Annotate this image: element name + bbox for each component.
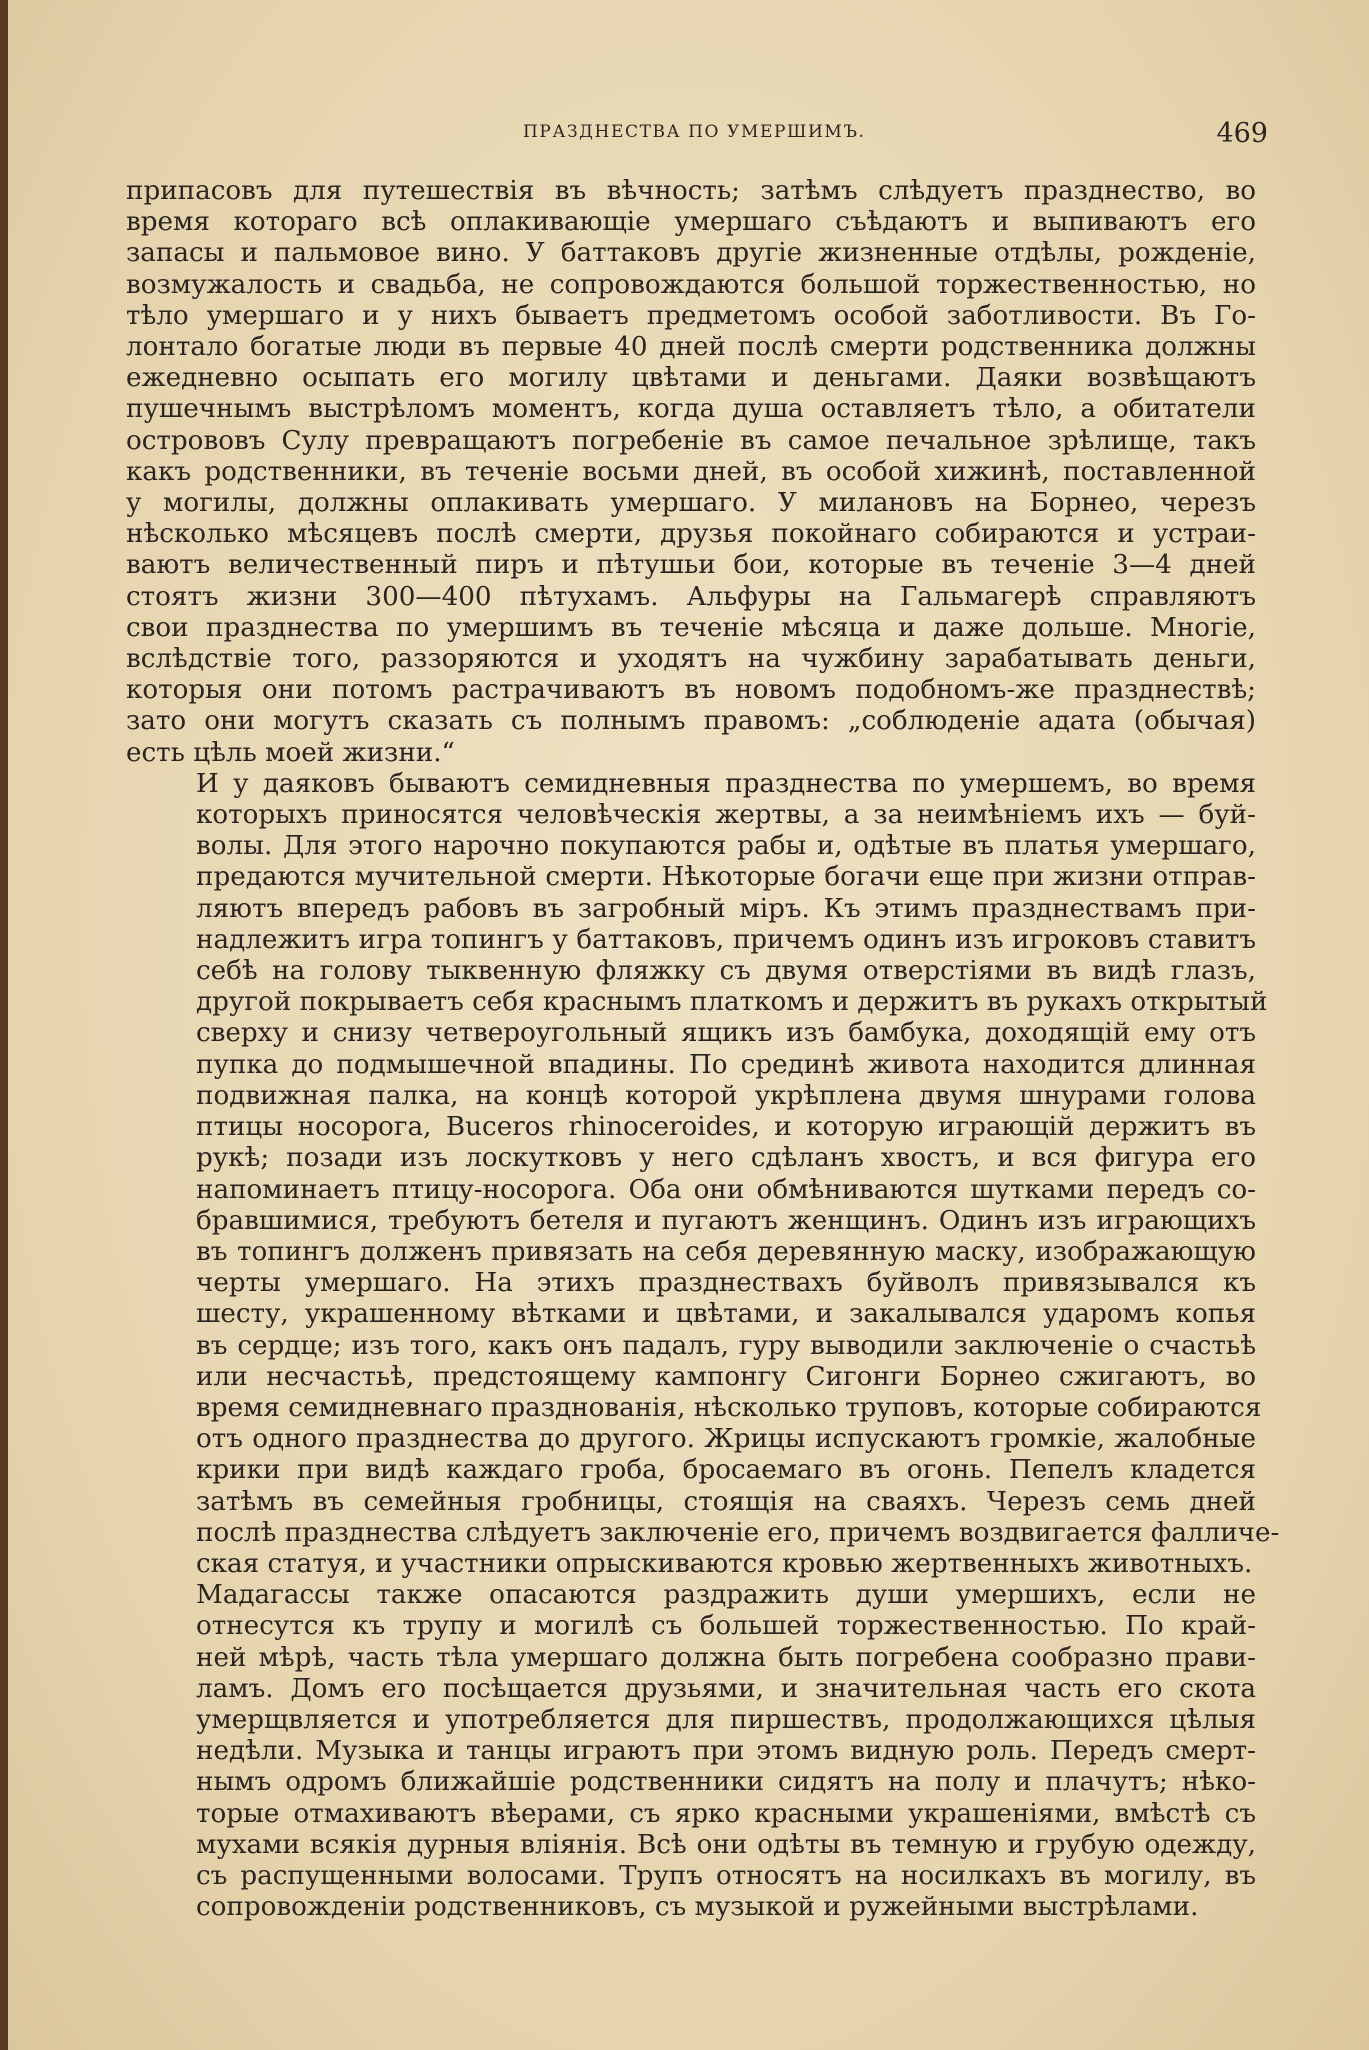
- text-line: послѣ празднества слѣдуетъ заключеніе его, причемъ воздвигается фалличе-: [196, 1517, 1280, 1548]
- body-text: [126, 176, 1280, 1923]
- text-line: которыя они потомъ растрачиваютъ въ новомъ подобномъ-же празднествѣ;: [126, 675, 1256, 706]
- text-line: зато они могутъ сказать съ полнымъ правомъ: „соблюденіе адата (обычая): [126, 706, 1256, 737]
- running-head: ПРАЗДНЕСТВА ПО УМЕРШИМЪ.: [523, 122, 866, 142]
- text-line: сверху и снизу четвероугольный ящикъ изъ бамбука, доходящій ему отъ: [196, 1018, 1256, 1049]
- text-line: черты умершаго. На этихъ празднествахъ буйволъ привязывался къ: [196, 1268, 1256, 1299]
- text-line: крики при видѣ каждаго гроба, бросаемаго въ огонь. Пепелъ кладется: [196, 1455, 1256, 1486]
- text-line: запасы и пальмовое вино. У баттаковъ другіе жизненные отдѣлы, рожденіе,: [126, 238, 1256, 269]
- text-line: другой покрываетъ себя краснымъ платкомъ и держитъ въ рукахъ открытый: [196, 987, 1268, 1018]
- text-line: въ топингъ долженъ привязать на себя деревянную маску, изображающую: [196, 1236, 1256, 1267]
- text-line: недѣли. Музыка и танцы играютъ при этомъ видную роль. Передъ смерт-: [196, 1736, 1256, 1767]
- text-line: или несчастьѣ, предстоящему кампонгу Сигонги Борнео сжигаютъ, во: [196, 1361, 1256, 1392]
- text-line: отнесутся къ трупу и могилѣ съ большей торжественностью. По край-: [196, 1611, 1256, 1642]
- text-line: ская статуя, и участники опрыскиваются кровью жертвенныхъ животныхъ.: [196, 1548, 1253, 1579]
- text-line: себѣ на голову тыквенную фляжку съ двумя отверстіями въ видѣ глазъ,: [196, 956, 1256, 987]
- text-line: которыхъ приносятся человѣческія жертвы, а за неимѣніемъ ихъ — буй-: [196, 800, 1256, 831]
- text-line: бравшимися, требуютъ бетеля и пугаютъ женщинъ. Одинъ изъ играющихъ: [196, 1205, 1256, 1236]
- text-line: время котораго всѣ оплакивающіе умершаго съѣдаютъ и выпиваютъ его: [126, 207, 1256, 238]
- text-line: торые отмахиваютъ вѣерами, съ ярко красными украшеніями, вмѣстѣ съ: [196, 1798, 1256, 1829]
- text-line: напоминаетъ птицу-носорога. Оба они обмѣниваются шутками передъ со-: [196, 1174, 1256, 1205]
- text-line: предаются мучительной смерти. Нѣкоторые богачи еще при жизни отправ-: [196, 862, 1256, 893]
- text-line: есть цѣль моей жизни.“: [126, 737, 455, 768]
- text-line: стоятъ жизни 300—400 пѣтухамъ. Альфуры на Гальмагерѣ справляютъ: [126, 581, 1256, 612]
- text-line: пупка до подмышечной впадины. По срединѣ живота находится длинная: [196, 1049, 1256, 1080]
- text-line: въ сердце; изъ того, какъ онъ падалъ, гуру выводили заключеніе о счастьѣ: [196, 1330, 1256, 1361]
- text-line: сопровожденіи родственниковъ, съ музыкой и ружейными выстрѣлами.: [196, 1892, 1199, 1923]
- paragraph: [126, 768, 1280, 1580]
- text-line: умерщвляется и употребляется для пиршествъ, продолжающихся цѣлыя: [196, 1704, 1256, 1735]
- text-line: Мадагассы также опасаются раздражить души умершихъ, если не: [196, 1580, 1256, 1611]
- text-line: ежедневно осыпать его могилу цвѣтами и деньгами. Даяки возвѣщаютъ: [126, 363, 1256, 394]
- text-line: ляютъ впередъ рабовъ въ загробный міръ. Къ этимъ празднествамъ при-: [196, 893, 1256, 924]
- text-line: время семидневнаго празднованія, нѣсколько труповъ, которые собираются: [196, 1392, 1262, 1423]
- text-line: И у даяковъ бываютъ семидневныя празднества по умершемъ, во время: [196, 768, 1256, 799]
- text-line: съ распущенными волосами. Трупъ относятъ на носилкахъ въ могилу, въ: [196, 1860, 1256, 1891]
- text-line: шесту, украшенному вѣтками и цвѣтами, и закалывался ударомъ копья: [196, 1299, 1256, 1330]
- paragraph: [126, 1580, 1256, 1923]
- text-line: птицы носорога, Buceros rhinoceroides, и которую играющій держитъ въ: [196, 1112, 1256, 1143]
- text-line: надлежитъ игра топингъ у баттаковъ, причемъ одинъ изъ игроковъ ставитъ: [196, 924, 1256, 955]
- paragraph: [126, 176, 1256, 769]
- text-line: вслѣдствіе того, раззоряются и уходятъ на чужбину зарабатывать деньги,: [126, 644, 1256, 675]
- text-line: лонтало богатые люди въ первые 40 дней послѣ смерти родственника должны: [126, 332, 1256, 363]
- text-line: ней мѣрѣ, часть тѣла умершаго должна быть погребена сообразно прави-: [196, 1642, 1256, 1673]
- text-line: мухами всякія дурныя вліянія. Всѣ они одѣты въ темную и грубую одежду,: [196, 1829, 1256, 1860]
- page-header: [118, 118, 1268, 158]
- text-line: острововъ Сулу превращаютъ погребеніе въ самое печальное зрѣлище, такъ: [126, 425, 1256, 456]
- text-line: волы. Для этого нарочно покупаются рабы и, одѣтые въ платья умершаго,: [196, 831, 1256, 862]
- text-line: возмужалость и свадьба, не сопровождаются большой торжественностью, но: [126, 269, 1256, 300]
- text-line: затѣмъ въ семейныя гробницы, стоящія на сваяхъ. Черезъ семь дней: [196, 1486, 1256, 1517]
- text-line: какъ родственники, въ теченіе восьми дней, въ особой хижинѣ, поставленной: [126, 456, 1256, 487]
- text-line: рукѣ; позади изъ лоскутковъ у него сдѣланъ хвостъ, и вся фигура его: [196, 1143, 1256, 1174]
- text-line: ламъ. Домъ его посѣщается друзьями, и значительная часть его скота: [196, 1673, 1256, 1704]
- text-line: у могилы, должны оплакивать умершаго. У милановъ на Борнео, черезъ: [126, 488, 1256, 519]
- text-line: отъ одного празднества до другого. Жрицы испускаютъ громкіе, жалобные: [196, 1424, 1256, 1455]
- text-line: припасовъ для путешествія въ вѣчность; затѣмъ слѣдуетъ празднество, во: [126, 176, 1256, 206]
- text-line: ваютъ величественный пиръ и пѣтушьи бои, которые въ теченіе 3—4 дней: [126, 550, 1256, 581]
- page-number: 469: [1216, 118, 1268, 149]
- text-line: подвижная палка, на концѣ которой укрѣплена двумя шнурами голова: [196, 1080, 1256, 1111]
- text-line: нымъ одромъ ближайшіе родственники сидятъ на полу и плачутъ; нѣко-: [196, 1767, 1256, 1798]
- book-page: [8, 0, 1369, 2050]
- text-line: тѣло умершаго и у нихъ бываетъ предметомъ особой заботливости. Въ Го-: [126, 300, 1256, 331]
- text-line: пушечнымъ выстрѣломъ моментъ, когда душа оставляетъ тѣло, а обитатели: [126, 394, 1256, 425]
- text-line: свои празднества по умершимъ въ теченіе мѣсяца и даже дольше. Многіе,: [126, 612, 1256, 643]
- text-line: нѣсколько мѣсяцевъ послѣ смерти, друзья покойнаго собираются и устраи-: [126, 519, 1256, 550]
